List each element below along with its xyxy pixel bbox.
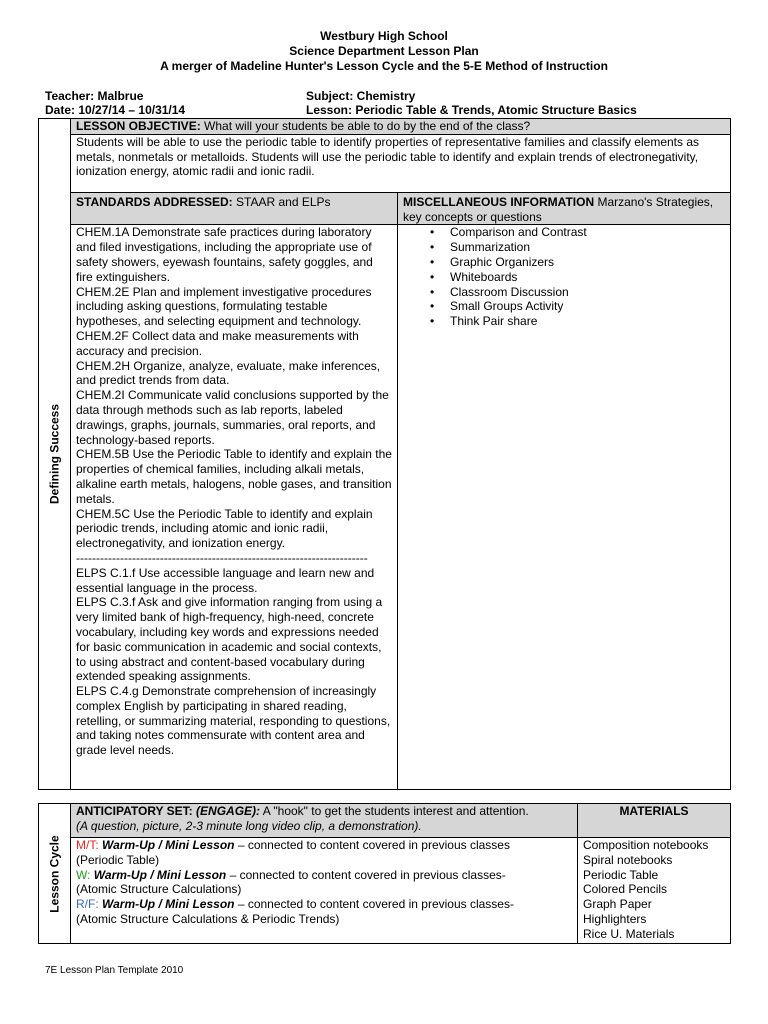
elps-item: ELPS C.3.f Ask and give information ranging from using a very limited bank of high-frequency, high-need, concrete vocabulary, including key words and expressions needed for basic communication in academic and social contexts, to using abstract and content-based vocabulary during extended speaking assignments. [76,595,383,684]
material-item: Composition notebooks [583,838,709,852]
day-label-mt: M/T: [76,838,99,852]
separator-line: ------------------------------------------------------------------------- [76,550,368,565]
subject-label: Subject: Chemistry [306,89,416,103]
material-item: Rice U. Materials [583,926,675,941]
anticipatory-heading-cell [71,804,578,838]
strategy-item: • Classroom Discussion [403,285,725,300]
material-item: Spiral notebooks [583,852,673,867]
strategy-item: • Summarization [403,240,725,255]
objective-text-cell [71,134,731,192]
teacher-label: Teacher: Malbrue [45,89,144,103]
materials-cell [578,838,731,944]
defining-success-side [39,119,71,790]
day-label-w: W: [76,867,91,882]
misc-heading-cell [398,192,731,225]
strategy-item: • Small Groups Activity [403,299,725,314]
objective-heading-cell [71,119,731,135]
objective-text: Students will be able to use the periodic table to identify properties of representative families and classify elements as metals, nonmetals or metalloids. Students will use the periodic table to identify and explain trends of electronegativity, ionization energy, atomic radii and ionic radii. [76,134,700,179]
lesson-label: Lesson: Periodic Table & Trends, Atomic Structure Basics [306,103,637,117]
hook-examples: (A question, picture, 2-3 minute long video clip, a demonstration). [76,818,422,833]
defining-success-label: Defining Success [47,403,62,505]
strategies-cell [398,225,731,790]
warmup-text: – connected to content covered in previous classes [234,838,510,852]
hook-text: A "hook" to get the students interest and attention. [262,804,529,818]
misc-heading: MISCELLANEOUS INFORMATION [403,194,595,209]
engage-label: (ENGAGE): [196,804,261,818]
lesson-cycle-side [39,804,71,944]
day-entry [76,838,572,853]
standards-subheading: STAAR and ELPs [236,194,331,209]
day-entry [76,868,572,883]
warmup-text: – connected to content covered in previous classes- [234,897,514,912]
standards-list-cell [71,225,398,790]
date-label: Date: 10/27/14 – 10/31/14 [45,103,186,117]
plan-subtitle: A merger of Madeline Hunter's Lesson Cycle and the 5-E Method of Instruction [160,59,608,73]
warmup-text: – connected to content covered in previous classes- [226,867,506,882]
standard-item: CHEM.5C Use the Periodic Table to identify and explain periodic trends, including atomic and ionic radii, electronegativity, and ionization energy. [76,506,373,551]
material-item: Graph Paper [583,897,652,912]
warmup-detail: (Atomic Structure Calculations & Periodic Trends) [76,911,340,926]
standard-item: CHEM.5B Use the Periodic Table to identify and explain the properties of chemical families, including alkali metals, alkaline earth metals, halogens, noble gases, and transition metals. [76,447,392,506]
standards-heading-cell [71,192,398,225]
strategy-item: • Graphic Organizers [403,255,725,270]
department-title: Science Department Lesson Plan [289,44,479,58]
standard-item: CHEM.2F Collect data and make measurements with accuracy and precision. [76,328,359,358]
day-label-rf: R/F: [76,897,99,912]
elps-item: ELPS C.1.f Use accessible language and learn new and essential language in the process. [76,565,375,595]
material-item: Periodic Table [583,867,659,882]
strategy-item: • Comparison and Contrast [403,225,725,240]
standards-heading: STANDARDS ADDRESSED: [76,194,233,209]
strategy-item: • Whiteboards [403,270,725,285]
warmup-detail: (Atomic Structure Calculations) [76,882,242,897]
warmup-title: Warm-Up / Mini Lesson [102,838,235,852]
lesson-cycle-table [38,803,731,944]
materials-heading: MATERIALS [578,804,731,838]
warmup-cell [71,838,578,944]
material-item: Highlighters [583,911,647,926]
elps-item: ELPS C.4.g Demonstrate comprehension of increasingly complex English by participating in shared reading, retelling, or summarizing material, responding to questions, and taking notes commensurate with content area and grade level needs. [76,684,391,758]
misc-subheading: Marzano's Strategies, key concepts or questions [403,194,714,224]
day-entry [76,897,572,912]
lesson-cycle-label: Lesson Cycle [47,834,62,913]
strategies-list [403,225,725,329]
school-name: Westbury High School [320,29,448,43]
material-item: Colored Pencils [583,882,668,897]
warmup-title: Warm-Up / Mini Lesson [102,897,235,912]
warmup-detail: (Periodic Table) [76,852,160,867]
footer-template-label: 7E Lesson Plan Template 2010 [45,965,184,976]
anticipatory-heading: ANTICIPATORY SET: [76,804,193,818]
standard-item: CHEM.2I Communicate valid conclusions supported by the data through methods such as lab reports, labeled drawings, graphs, journals, summaries, oral reports, and technology-based reports. [76,388,389,447]
strategy-item: • Think Pair share [403,314,725,329]
warmup-title: Warm-Up / Mini Lesson [93,867,227,882]
standard-item: CHEM.1A Demonstrate safe practices during laboratory and filed investigations, including the appropriate use of safety showers, eyewash fountains, safety goggles, and fire extinguishers. [76,225,373,284]
defining-success-table [38,118,731,790]
standard-item: CHEM.2H Organize, analyze, evaluate, make inferences, and predict trends from data. [76,358,381,388]
standard-item: CHEM.2E Plan and implement investigative procedures including asking questions, formulating testable hypotheses, and selecting equipment and technology. [76,284,372,329]
objective-heading: LESSON OBJECTIVE: [76,119,201,133]
objective-prompt: What will your students be able to do by the end of the class? [204,119,531,133]
